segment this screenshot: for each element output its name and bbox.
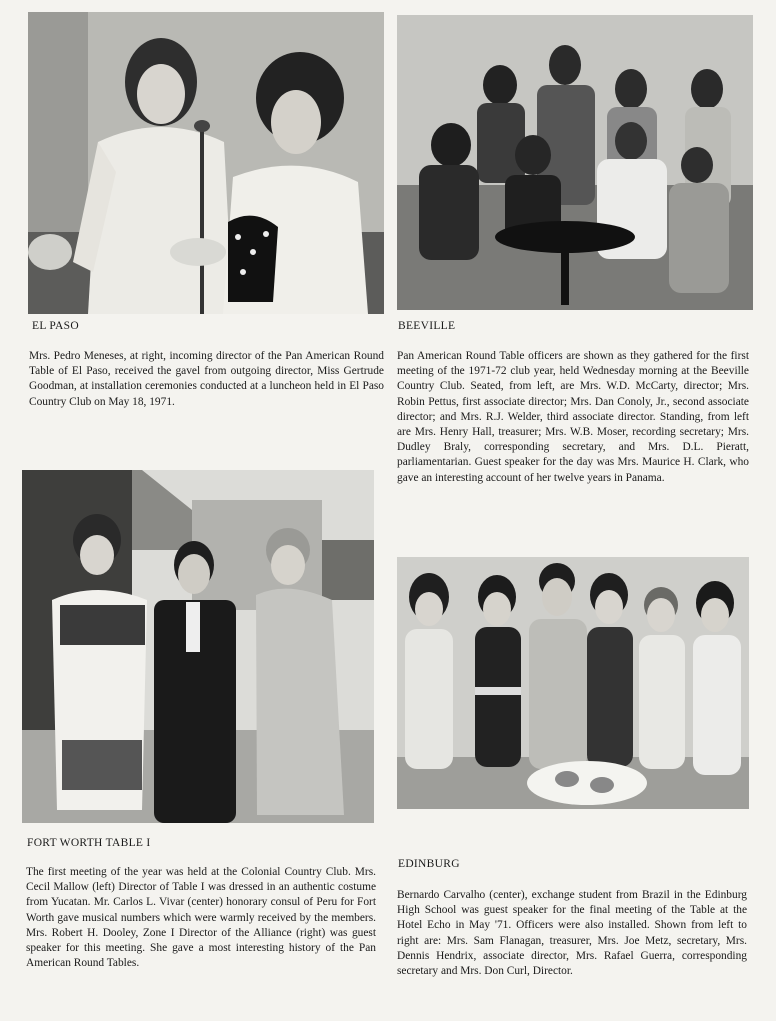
beeville-caption: Pan American Round Table officers are shown as they gathered for the first meeting of the 1971-72 club year, held Wednesday morning at the Beeville Country Club. Seated, from left, are Mrs. W.D. McCarty, director; Mrs. Robin Pettus, first associate director; Mrs. Dan Conoly, Jr., second associate director; and Mrs. R.J. Welder, third associate director. Standing, from left are Mrs. Henry Hall, treasurer; Mrs. W.B. Moser, recording secretary; Mrs. Dudley Braly, corresponding secretary, and Mrs. D.L. Pieratt, parliamentarian. Guest speaker for the day was Mrs. Maurice H. Clark, who gave an interesting account of her twelve years in Panama. bbox=[397, 350, 749, 484]
beeville-photo bbox=[397, 15, 753, 310]
edinburg-caption: Bernardo Carvalho (center), exchange student from Brazil in the Edinburg High School was guest speaker for the final meeting of the Table at the Hotel Echo in May '71. Officers were also installed. Shown from left to right are: Mrs. Sam Flanagan, treasurer, Mrs. Joe Metz, secretary, Mrs. Dennis Hendrix, associate director, Mrs. Rafael Guerra, corresponding secretary and Mrs. Don Curl, Director. bbox=[397, 889, 747, 978]
beeville-heading: BEEVILLE bbox=[398, 320, 456, 332]
edinburg-photo bbox=[397, 557, 749, 809]
el-paso-heading: EL PASO bbox=[32, 320, 79, 332]
el-paso-caption: Mrs. Pedro Meneses, at right, incoming director of the Pan American Round Table of El Paso, received the gavel from outgoing director, Miss Gertrude Goodman, at installation ceremonies conducted at a luncheon held in El Paso Country Club on May 18, 1971. bbox=[29, 350, 384, 408]
fort-worth-photo bbox=[22, 470, 374, 823]
el-paso-photo bbox=[28, 12, 384, 314]
fort-worth-heading: FORT WORTH TABLE I bbox=[27, 837, 151, 849]
fort-worth-caption: The first meeting of the year was held at the Colonial Country Club. Mrs. Cecil Mallow (left) Director of Table I was dressed in an authentic costume from Yucatan. Mr. Carlos L. Vivar (center) honorary consul of Peru for Fort Worth gave musical numbers which were warmly received by the members. Mrs. Robert H. Dooley, Zone I Director of the Alliance (right) was guest speaker for this meeting. She gave a most interesting history of the Pan American Round Tables. bbox=[26, 866, 376, 970]
edinburg-heading: EDINBURG bbox=[398, 858, 460, 870]
